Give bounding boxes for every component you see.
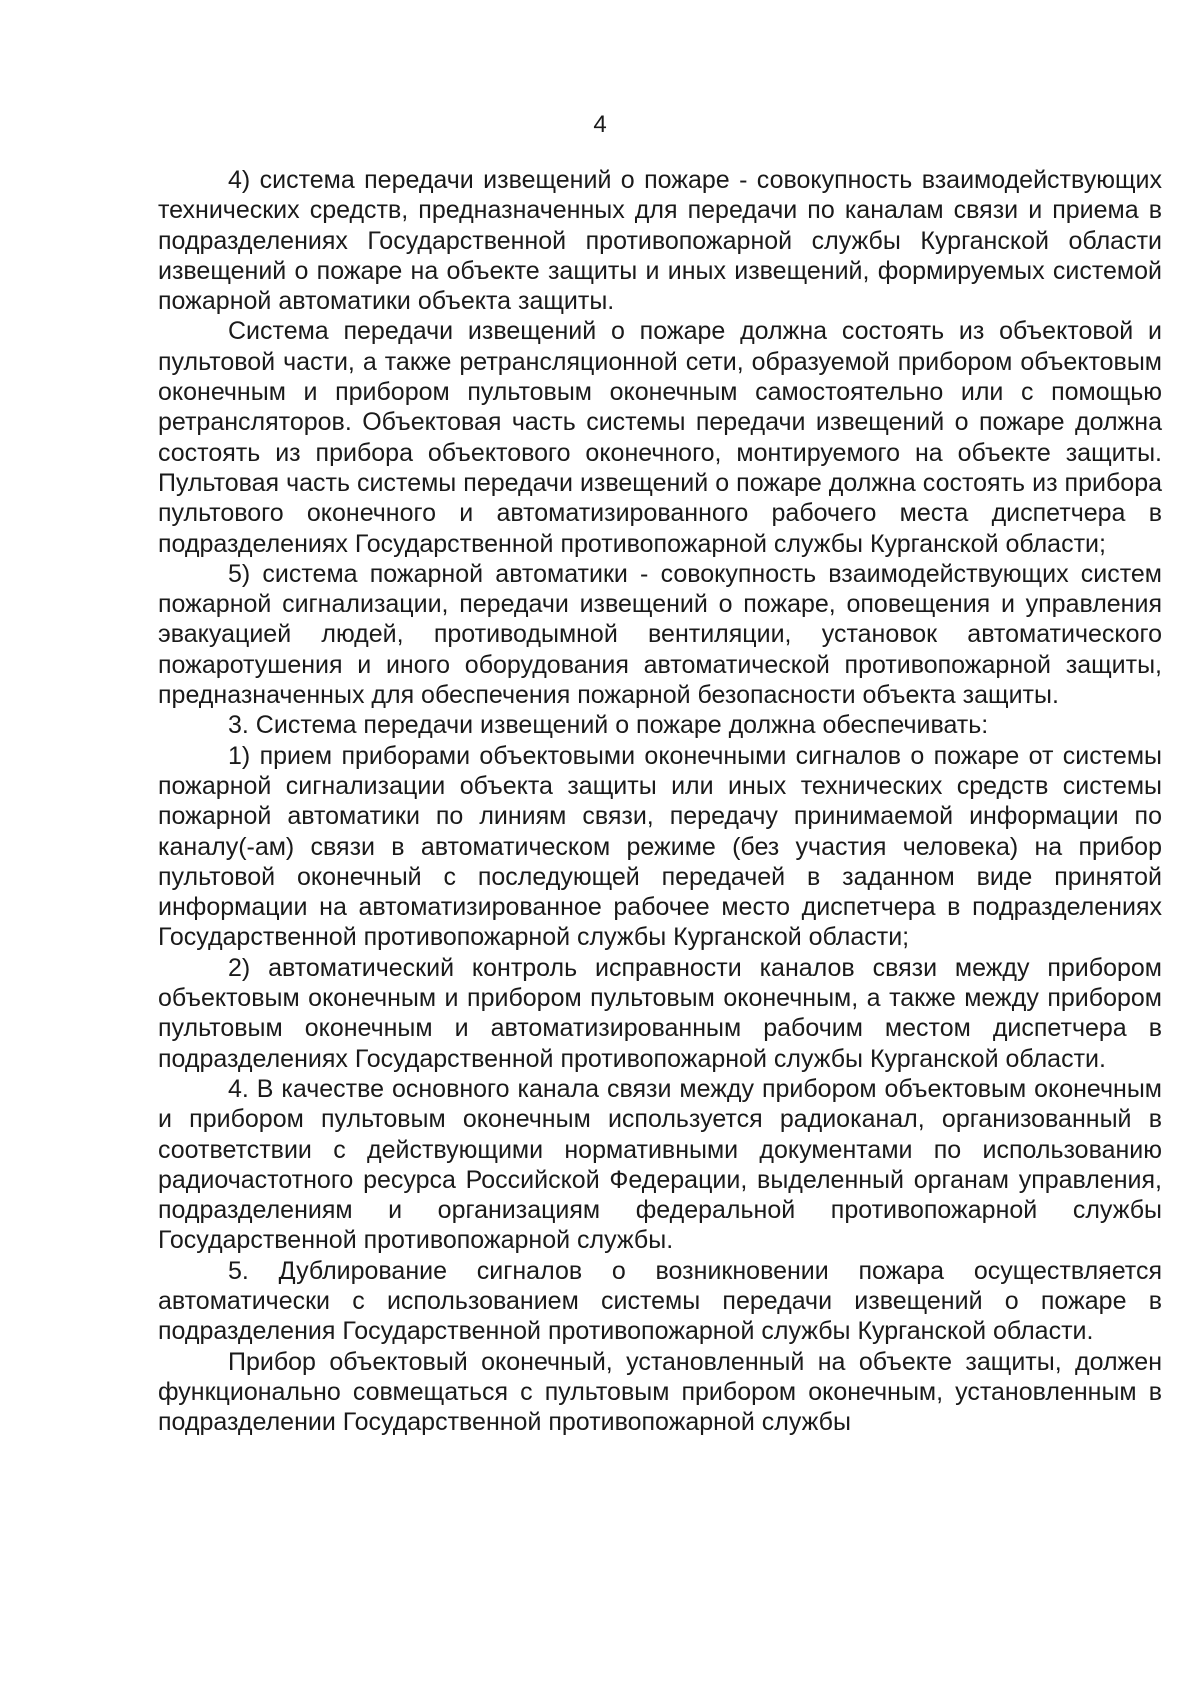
paragraph: 1) прием приборами объектовыми оконечными сигналов о пожаре от системы пожарной сигнализации объекта защиты или иных технических средств системы пожарной автоматики по линиям связи, передачу принимаемой информации по каналу(-ам) связи в автоматическом режиме (без участия человека) на прибор пультовой оконечный с последующей передачей в заданном виде принятой информации на автоматизированное рабочее место диспетчера в подразделениях Государственной противопожарной службы Курганской области; <box>158 741 1162 952</box>
paragraph: 2) автоматический контроль исправности каналов связи между прибором объектовым оконечным и прибором пультовым оконечным, а также между прибором пультовым оконечным и автоматизированным рабочим местом диспетчера в подразделениях Государственной противопожарной службы Курганской области. <box>158 953 1162 1073</box>
paragraph: 4) система передачи извещений о пожаре - совокупность взаимодействующих технических средств, предназначенных для передачи по каналам связи и приема в подразделениях Государственной противопожарной службы Курганской области извещений о пожаре на объекте защиты и иных извещений, формируемых системой пожарной автоматики объекта защиты. <box>158 166 1162 316</box>
paragraph: Система передачи извещений о пожаре должна состоять из объектовой и пультовой части, а также ретрансляционной сети, образуемой прибором объектовым оконечным и прибором пультовым оконечным самостоятельно или с помощью ретрансляторов. Объектовая часть системы передачи извещений о пожаре должна состоять из прибора объектового оконечного, монтируемого на объекте защиты. Пультовая часть системы передачи извещений о пожаре должна состоять из прибора пультового оконечного и автоматизированного рабочего места диспетчера в подразделениях Государственной противопожарной службы Курганской области; <box>158 317 1162 558</box>
document-body <box>158 165 1162 1437</box>
paragraph: 5) система пожарной автоматики - совокупность взаимодействующих систем пожарной сигнализации, передачи извещений о пожаре, оповещения и управления эвакуацией людей, противодымной вентиляции, установок автоматического пожаротушения и иного оборудования автоматической противопожарной защиты, предназначенных для обеспечения пожарной безопасности объекта защиты. <box>158 559 1162 710</box>
paragraph: 5. Дублирование сигналов о возникновении пожара осуществляется автоматически с использованием системы передачи извещений о пожаре в подразделения Государственной противопожарной службы Курганской области. <box>158 1256 1162 1346</box>
page-number: 4 <box>593 111 607 138</box>
paragraph: 4. В качестве основного канала связи между прибором объектовым оконечным и прибором пультовым оконечным используется радиоканал, организованный в соответствии с действующими нормативными документами по использованию радиочастотного ресурса Российской Федерации, выделенный органам управления, подразделениям и организациям федеральной противопожарной службы Государственной противопожарной службы. <box>158 1074 1162 1255</box>
paragraph: 3. Система передачи извещений о пожаре должна обеспечивать: <box>228 711 989 740</box>
paragraph: Прибор объектовый оконечный, установленный на объекте защиты, должен функционально совмещаться с пультовым прибором оконечным, установленным в подразделении Государственной противопожарной службы <box>158 1347 1162 1437</box>
